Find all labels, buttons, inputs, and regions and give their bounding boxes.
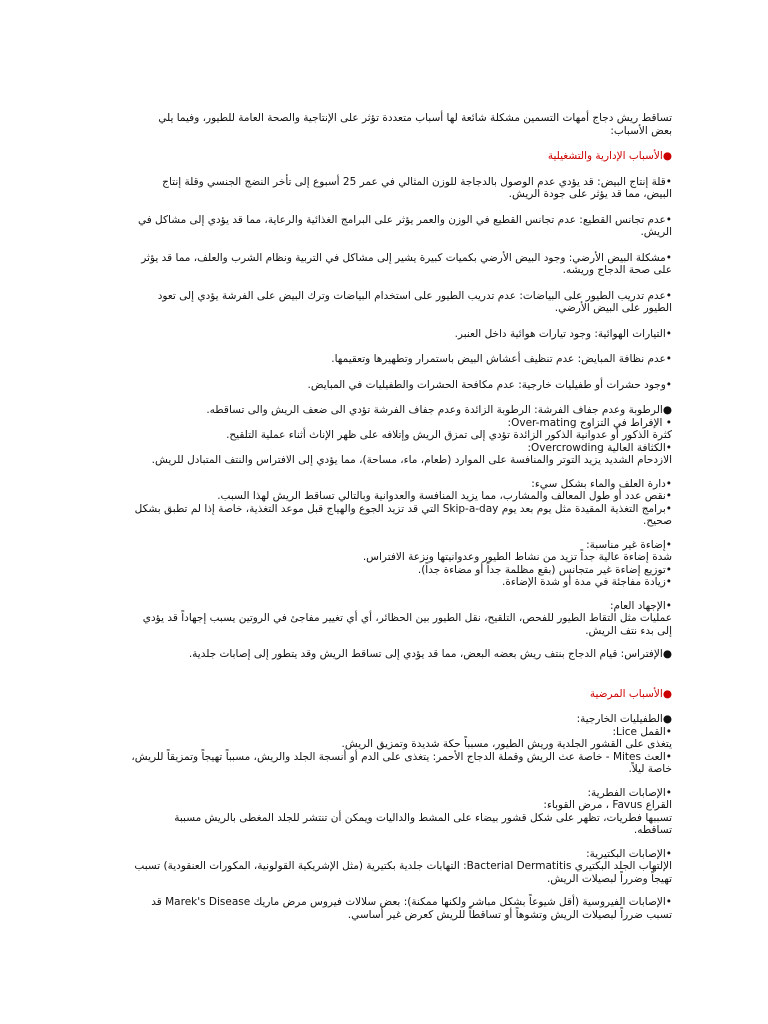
text-line: بعض الأسباب: [610,124,672,137]
text-line: إلى بدء نتف الريش. [585,624,672,637]
text-line: تساقط ريش دجاج أمهات التسمين مشكلة شائعة لها أسباب متعددة تؤثر على الإنتاجية والصحة العامة للطيور، وفيما يلي [158,112,672,124]
humidity-block [96,404,672,467]
text-line: شدة إضاءة عالية جداً تزيد من نشاط الطيور وعدوانيتها ونزعة الافتراس. [362,551,672,563]
text-line: البيض، مما قد يؤثر على جودة الريش. [508,188,672,200]
viral-block [96,896,672,921]
text-line: •العث Mites - خاصة عث الريش وقملة الدجاج الأحمر: يتغذى على الدم أو أنسجة الجلد والريش، مسبباً تهيجاً وتمزيقاً للريش، [131,750,672,763]
text-line: •قلة إنتاج البيض: قد يؤدي عدم الوصول بالدجاجة للوزن المثالي في عمر 25 أسبوع إلى تأخر النضج الجنسي وقلة إنتاج [162,175,672,188]
text-line: الازدحام الشديد يزيد التوتر والمنافسة على الموارد (طعام، ماء، مساحة)، مما يؤدي إلى الافتراس والنتف المتبادل للريش. [151,454,672,466]
text-line: الريش. [640,226,672,238]
bullet-item [96,214,672,239]
text-line: •الإصابات الفيروسية (أقل شيوعاً بشكل مباشر ولكنها ممكنة): بعض سلالات فيروس مرض ماريك Marek's Disease قد [151,896,672,908]
text-line: •إضاءة غير مناسبة: [586,538,672,551]
text-line: •مشكلة البيض الأرضي: وجود البيض الأرضي بكميات كبيرة يشير إلى مشاكل في التربية ونظام الشرب والعلف، مما قد يؤثر [141,251,672,264]
text-line: •عدم نظافة المبايض: عدم تنظيف أعشاش البيض باستمرار وتطهيرها وتعقيمها. [331,353,672,365]
text-line: • الإفراط في التزاوج Over-mating: [507,416,672,429]
text-line: الإلتهاب الجلد البكتيري Bacterial Dermatitis: التهابات جلدية بكتيرية (مثل الإشريكية القولونية، المكورات العنقودية) تسبب [134,860,672,872]
text-line: •عدم تجانس القطيع: عدم تجانس القطيع في الوزن والعمر يؤثر على البرامج الغذائية والرعاية، مما قد يؤدي إلى مشاكل في [137,213,672,226]
bullet-item [96,328,672,341]
bullet-item [96,290,672,315]
bacterial-block [96,848,672,886]
lighting-block [96,539,672,589]
text-line: الطيور على البيض الأرضي. [554,302,672,314]
stress-block [96,600,672,638]
text-line: تسبب ضرراً لبصيلات الريش وتشوهاً أو تساقطاً للريش كعرض غير أساسي. [347,908,672,921]
bullet-item [96,252,672,277]
text-line: على صحة الدجاج وريشه. [562,264,672,276]
text-line: تهيجاً وضرراً لبصيلات الريش. [546,872,672,885]
text-line: خاصة ليلاً. [628,763,672,775]
text-line: •نقص عدد أو طول المعالف والمشارب، مما يزيد المنافسة والعدوانية وبالتالي تساقط الريش لهذا السبب. [217,490,672,502]
text-line: •الإجهاد العام: [609,599,672,612]
text-line: صحيح. [643,515,672,527]
text-line: •عدم تدريب الطيور على البياضات: عدم تدريب الطيور على استخدام البياضات وترك البيض على الفرشة يؤدي إلى تعود [157,289,672,302]
text-line: •توزيع إضاءة غير متجانس (بقع مظلمة جداً أو مضاءة جداً). [417,563,672,576]
feed-block [96,478,672,528]
text-line: ●الطفيليات الخارجية: [576,713,672,725]
text-line: •القمل Lice: [612,725,672,738]
text-line: القراع Favus ، مرض القوباء: [543,799,672,811]
bullet-item [96,379,672,392]
text-line: عمليات مثل التقاط الطيور للفحص، التلقيح، نقل الطيور بين الحظائر، أي أي تغيير مفاجئ في الروتين يسبب إجهاداً قد يؤدي [142,612,672,624]
intro-paragraph [96,112,672,137]
text-line: •زيادة مفاجئة في مدة أو شدة الإضاءة. [501,576,672,588]
spacer [96,674,672,688]
bullet-item [96,353,672,366]
predation-block [96,648,672,661]
parasites-block [96,713,672,776]
text-line: •التيارات الهوائية: وجود تيارات هوائية داخل العنبر. [454,327,672,340]
text-line: يتغذى على القشور الجلدية وريش الطيور، مسبباً حكة شديدة وتمزيق الريش. [341,738,672,750]
text-line: تسببها فطريات، تظهر على شكل قشور بيضاء على المشط والداليات ويمكن أن تنتشر للجلد المغطى بالريش مسببة [174,811,672,824]
text-line: تساقطه. [633,824,672,836]
text-line: •وجود حشرات أو طفيليات خارجية: عدم مكافحة الحشرات والطفيليات في المبايض. [307,378,672,391]
text-line: ●الرطوبة وعدم جفاف الفرشة: الرطوبة الزائدة وعدم جفاف الفرشة تؤدي الى ضعف الريش والى تساقطه. [206,404,672,416]
section-heading-disease: ●الأسباب المرضية [589,687,672,700]
text-line: •برامج التغذية المقيدة مثل يوم بعد يوم Skip-a-day التي قد تزيد الجوع والهياج قبل موعد التغذية، خاصة إذا لم تطبق بشكل [134,502,672,515]
text-line: •الإصابات الفطرية: [587,786,672,799]
text-line: كثرة الذكور أو عدوانية الذكور الزائدة تؤدي إلى تمزق الريش وإتلافه على ظهر الإناث أثناء عملية التلقيح. [226,429,672,441]
text-line: •الكثافة العالية Overcrowding: [527,441,672,454]
text-line: ●الإفتراس: قيام الدجاج بنتف ريش بعضه البعض، مما قد يؤدي إلى تساقط الريش وقد يتطور إلى إصابات جلدية. [188,648,672,660]
fungal-block [96,787,672,837]
section-heading-management: ●الأسباب الإدارية والتشغيلية [547,150,672,162]
bullet-item [96,176,672,201]
text-line: •دارة العلف والماء بشكل سيء: [531,477,672,490]
document-body [96,112,672,932]
text-line: •الإصابات البكتيرية: [586,847,672,860]
